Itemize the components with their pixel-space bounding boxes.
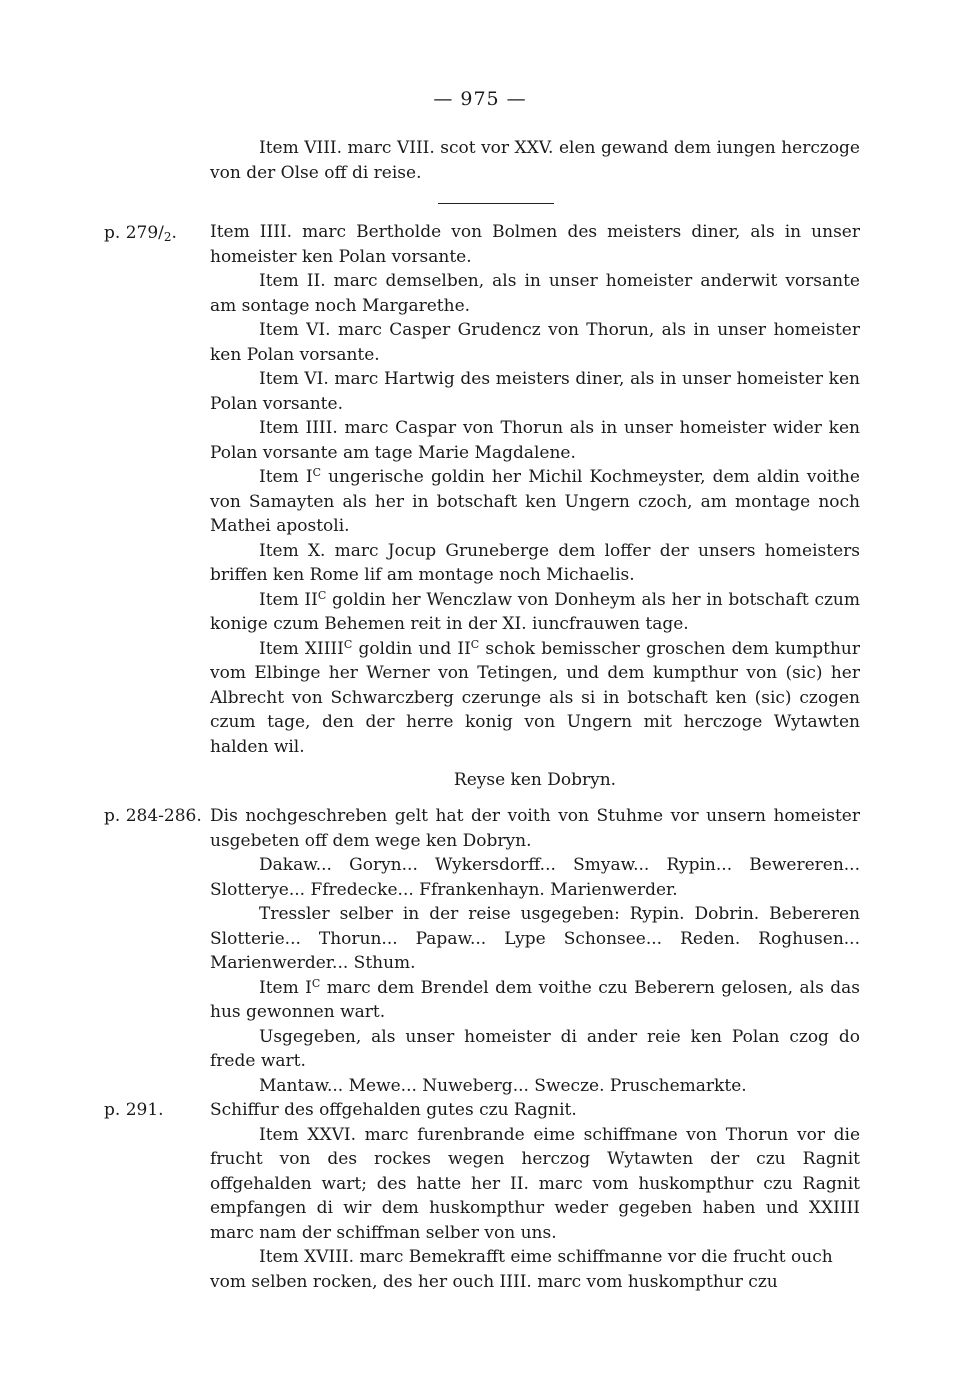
entry: Mantaw... Mewe... Nuweberg... Swecze. Pruschemarkte. — [259, 1075, 747, 1096]
entry-block-1 — [210, 136, 860, 185]
entry: Item IIII. marc Bertholde von Bolmen des meisters diner, als in unser homeister ken Polan vorsante. — [210, 222, 860, 267]
entry: Item VIII. marc VIII. scot vor XXV. elen gewand dem iungen herczoge von der Olse off di reise. — [210, 138, 860, 183]
entry: Item X. marc Jocup Gruneberge dem loffer der unsers homeisters briffen ken Rome lif am montage noch Michaelis. — [210, 540, 860, 585]
margin-note-ref: p. 279/2. — [104, 223, 177, 244]
entry: Dakaw... Goryn... Wykersdorff... Smyaw... Rypin... Bewereren... Slotterye... Ffredecke... Ffrankenhayn. Marienwerder. — [210, 855, 860, 900]
margin-note-ref: p. 284-286. — [104, 806, 202, 826]
entry: Item IIII. marc Caspar von Thorun als in unser homeister wider ken Polan vorsante am tage Marie Magdalene. — [210, 418, 860, 463]
entry: Item VI. marc Hartwig des meisters diner, als in unser homeister ken Polan vorsante. — [210, 369, 860, 414]
entry: Item $I^C$ ungerische goldin her Michil Kochmeyster, dem aldin voithe von Samayten als her in botschaft ken Ungern czoch, am montage noch Mathei apostoli. — [210, 466, 860, 536]
entry-block-2 — [210, 220, 860, 759]
entry: Tressler selber in der reise usgegeben: Rypin. Dobrin. Bebereren Slotterie... Thorun... Papaw... Lype Schonsee... Reden. Roghusen... Marienwerder... Sthum. — [210, 904, 860, 973]
margin-note-ref: p. 291. — [104, 1100, 164, 1120]
entry: Item II. marc demselben, als in unser homeister anderwit vorsante am sontage noch Margarethe. — [210, 271, 860, 316]
entry: Dis nochgeschreben gelt hat der voith von Stuhme vor unsern homeister usgebeten off dem wege ken Dobryn. — [210, 806, 860, 851]
entry: Item $II^C$ goldin her Wenczlaw von Donheym als her in botschaft czum konige czum Behemen reit in der XI. iuncfrauwen tage. — [210, 588, 861, 634]
entry-block-3 — [210, 804, 860, 1098]
page-number: — 975 — — [433, 88, 527, 110]
section-heading: Reyse ken Dobryn. — [453, 770, 617, 790]
entry: Schiffur des offgehalden gutes czu Ragnit. — [210, 1100, 577, 1120]
entry: Item XXVI. marc furenbrande eime schiffmane von Thorun vor die frucht von des rockes wegen herczog Wytawten der czu Ragnit offgehalden wart; des hatte her II. marc vom huskompthur czu Ragnit empfangen di wir dem huskompthur weder gegeben haben und XXIIII marc nam der schiffman selber von uns. — [210, 1124, 860, 1243]
separator-rule — [438, 203, 554, 204]
entry: Item VI. marc Casper Grudencz von Thorun, als in unser homeister ken Polan vorsante. — [210, 320, 860, 365]
entry: Item XVIII. marc Bemekrafft eime schiffmanne vor die frucht ouch vom selben rocken, des her ouch IIII. marc vom huskompthur czu — [210, 1247, 833, 1292]
entry-block-4 — [210, 1098, 860, 1294]
entry: Usgegeben, als unser homeister di ander reie ken Polan czog do frede wart. — [210, 1026, 860, 1071]
entry: Item $XIIII^C$ goldin und $II^C$ schok bemisscher groschen dem kumpthur vom Elbinge her Werner von Tetingen, und dem kumpthur von (sic) her Albrecht von Schwarczberg czerunge als si in botschaft ken (sic) czogen czum tage, den der herre konig von Ungern mit herczoge Wytawten halden wil. — [210, 637, 860, 757]
entry: Item $I^C$ marc dem Brendel dem voithe czu Beberern gelosen, als das hus gewonnen wart. — [210, 976, 860, 1022]
